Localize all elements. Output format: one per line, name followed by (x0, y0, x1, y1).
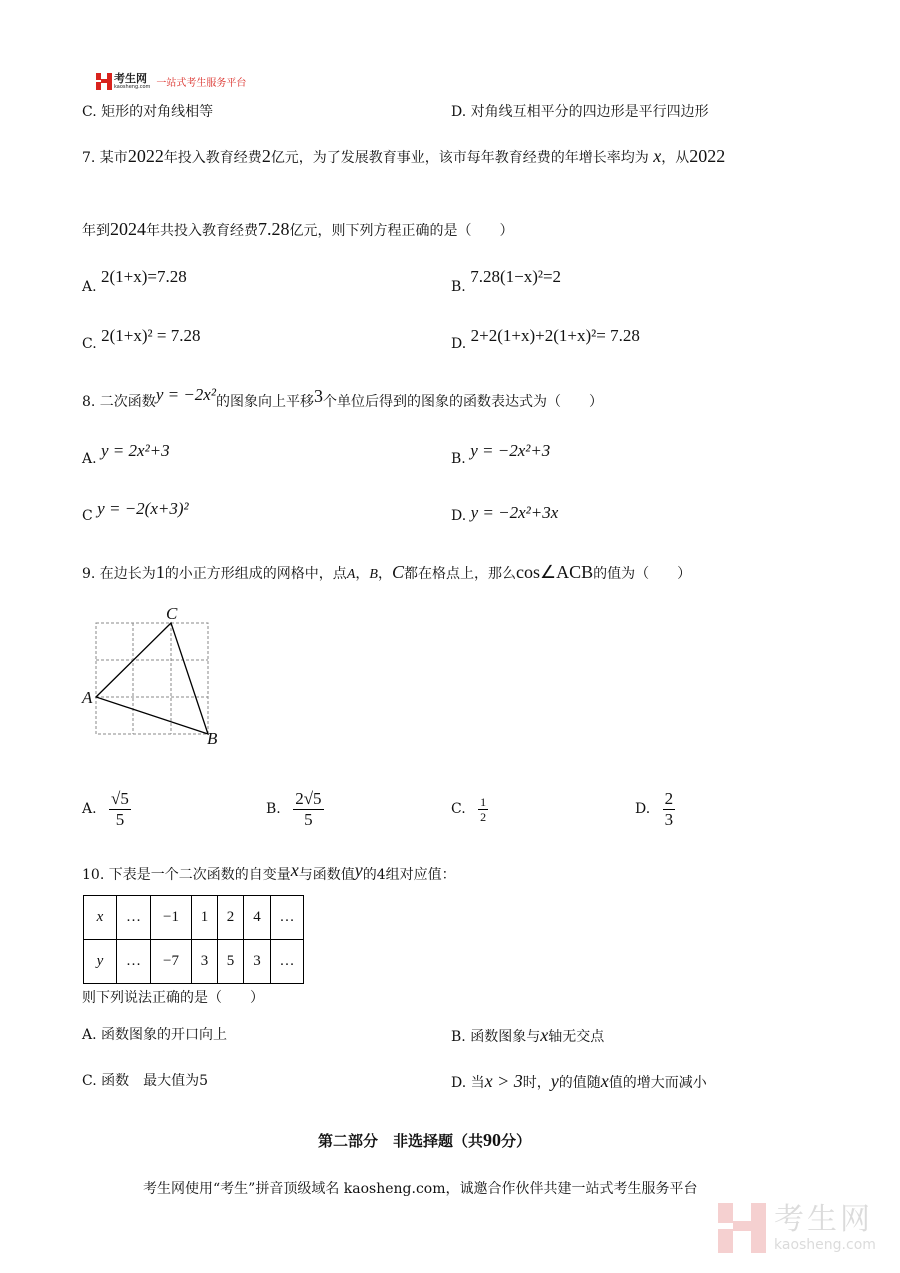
grid-lines (96, 623, 208, 734)
q7-option-c[interactable]: C. 2(1+x)² = 7.28 (82, 326, 201, 352)
triangle-abc (96, 623, 208, 734)
q9-option-b[interactable]: B. $\frac{2√5}{5}$ (266, 788, 322, 829)
point-a-label: A (82, 688, 93, 707)
q7-line2: 年到2024年共投入教育经费7.28亿元，则下列方程正确的是（ ） (82, 219, 514, 239)
q10-option-c[interactable]: C. 函数 最大值为5 (82, 1073, 209, 1089)
q10-option-b[interactable]: B. 函数图象与x轴无交点 (451, 1025, 605, 1045)
watermark-mark-icon (718, 1203, 766, 1253)
q7-line1: 7. 某市2022年投入教育经费2亿元，为了发展教育事业，该市每年教育经费的年增长率均为 x，从2022 (82, 146, 726, 166)
logo-brand: 考生网 (114, 72, 147, 85)
q9-option-c[interactable]: C. $\frac{1}{2}$ (451, 794, 487, 824)
q9-grid-figure (78, 600, 228, 750)
point-c-label: C (166, 604, 178, 623)
section-title: 第二部分 非选择题（共90分） (318, 1130, 532, 1150)
q8-option-b[interactable]: B. y = −2x²+3 (451, 441, 551, 467)
q8-option-c[interactable]: C y = −2(x+3)² (82, 499, 189, 524)
q10-prompt: 则下列说法正确的是（ ） (82, 990, 264, 1006)
watermark-brand: 考生网 (774, 1202, 873, 1237)
q9-option-d[interactable]: D. $\frac{2}{3}$ (635, 788, 674, 829)
table-row-x: x … −1 1 2 4 … (84, 896, 304, 940)
header-logo (96, 73, 246, 90)
table-row-y: y … −7 3 5 3 … (84, 940, 304, 984)
logo-slogan: 一站式考生服务平台 (156, 78, 247, 89)
q8-option-d[interactable]: D. y = −2x²+3x (451, 503, 559, 524)
q7-option-d[interactable]: D. 2+2(1+x)+2(1+x)²= 7.28 (451, 326, 640, 352)
q9-option-a[interactable]: A. $\frac{√5}{5}$ (82, 788, 129, 829)
footer-text: 考生网使用“考生”拼音顶级域名 kaosheng.com，诚邀合作伙伴共建一站式考生服务平台 (143, 1181, 698, 1197)
watermark-logo (718, 1203, 876, 1253)
watermark-domain: kaosheng.com (774, 1237, 876, 1253)
q8-stem: 8. 二次函数y = −2x²的图象向上平移3个单位后得到的图象的函数表达式为（ ） (82, 385, 603, 410)
q9-stem: 9. 在边长为1的小正方形组成的网格中，点A，B，C都在格点上，那么cos∠ACB的值为（ ） (82, 562, 692, 582)
q6-option-d: D. 对角线互相平分的四边形是平行四边形 (451, 104, 709, 120)
q10-value-table (83, 895, 304, 984)
q8-option-a[interactable]: A. y = 2x²+3 (82, 441, 170, 467)
logo-mark-icon (96, 73, 112, 90)
q7-option-a[interactable]: A. 2(1+x)=7.28 (82, 267, 187, 295)
point-b-label: B (207, 729, 218, 748)
logo-domain: kaosheng.com (114, 84, 151, 90)
q7-option-b[interactable]: B. 7.28(1−x)²=2 (451, 267, 562, 295)
q6-option-c: C. 矩形的对角线相等 (82, 104, 214, 120)
q10-option-d[interactable]: D. 当x > 3时，y的值随x值的增大而减小 (451, 1071, 707, 1091)
q10-option-a[interactable]: A. 函数图象的开口向上 (82, 1027, 228, 1043)
q10-stem: 10. 下表是一个二次函数的自变量x与函数值y的4组对应值： (82, 860, 456, 883)
